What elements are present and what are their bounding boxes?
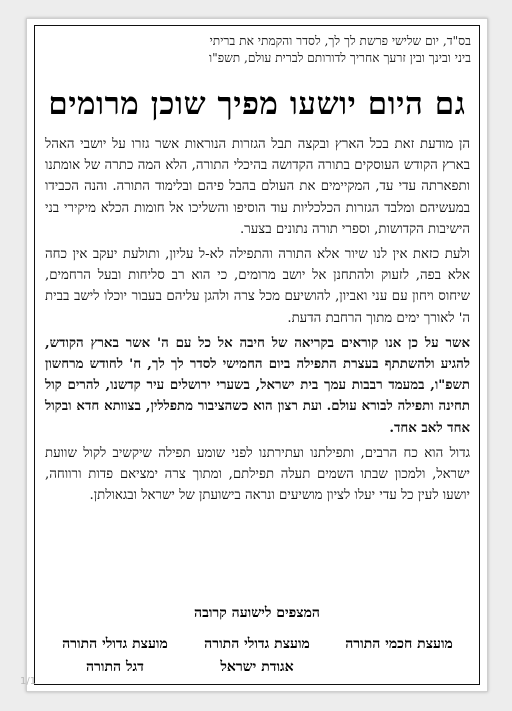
signatory-agudat-yisrael: אגודת ישראל [220,659,294,675]
document-page [26,18,488,692]
header-line-2: ביני ובינך ובין זרעך אחריך לדורותם לברית עולם, תשפ"ו [209,51,471,65]
header-line-1: בס"ד, יום שלישי פרשת לך לך, לסדר והקמתי את בריתי [209,34,471,48]
signatory-council-gedolim-agudah: מועצת גדולי התורה [204,636,310,652]
signatory-council-sages: מועצת חכמי התורה [345,636,453,652]
page-indicator: 1/1 [20,676,37,687]
document-border [34,25,480,685]
paragraph-1: הן מודעת זאת בכל הארץ ובקצה תבל הגזרות הנוראות אשר גזרו על יושבי האהל בארץ הקודש העוסקים בתורה הקדושה בהיכלי התורה, הלא המה כתרה של אומתנו ותפארתה עדי עד, המקיימים את העולם בהבל פיהם ובלימוד התורה. והנה הכבידו במעשיהם ומלבד הגזרות הכלכליות עוד הוסיפו והשליכו אל חומות הכלא מיקירי בני הישיבות הקדושות, וספרי תורה נתונים בצער. [45,137,470,237]
paragraph-4: גדול הוא כח הרבים, ותפילתנו ועתירתנו לפני שומע תפילה שיקשיב לקול שוועת ישראל, ולמכון שבתו השמים תעלה תפילתם, ומתוך צרה ימציאם פדות ורווחה, יושעו לעין כל עדי יעלו לציון מושיעים ונראה בישועתן של ישראל ובגאולתן. [45,445,470,504]
paragraph-2: ולעת כזאת אין לנו שיור אלא התורה והתפילה לא-ל עליון, ותולעת יעקב אין כחה אלא בפה, לזעוק ולהתחנן אל יושב מרומים, כי הוא רב סליחות ובעל הרחמים, שיחוס ויחון עם עני ואביון, להושיעם מכל צרה ולהגן עליהם בעבור יוכלו לישב בבית ה' לאורך ימים מתוך הרחבת הדעת. [45,247,470,326]
signature-heading: המצפים לישועה קרובה [194,605,320,621]
page-title: גם היום יושעו מפיך שוכן מרומים [48,86,466,122]
signatories-row-2 [45,659,469,676]
signatory-degel-hatorah: דגל התורה [86,659,144,675]
announcement-body [45,134,470,510]
signatory-council-gedolim-degel: מועצת גדולי התורה [62,636,168,652]
paragraph-3-call: אשר על כן אנו קוראים בקריאה של חיבה אל כל עם ה' אשר בארץ הקודש, להגיע ולהשתתף בעצרת התפילה ביום החמישי לסדר לך לך, ח' לחודש מרחשון תשפ"ו, במעמד רבבות עמך בית ישראל, בשערי ירושלים עיר קדשנו, להרים קול תחינה ותפילה לבורא עולם. ועת רצון הוא כשהציבור מתפללין, בצוותא חדא ובקול אחד לאב אחד. [45,335,470,436]
signatory-blank [329,659,469,676]
signatories-row-1 [45,636,469,653]
header-dateline [43,33,471,67]
